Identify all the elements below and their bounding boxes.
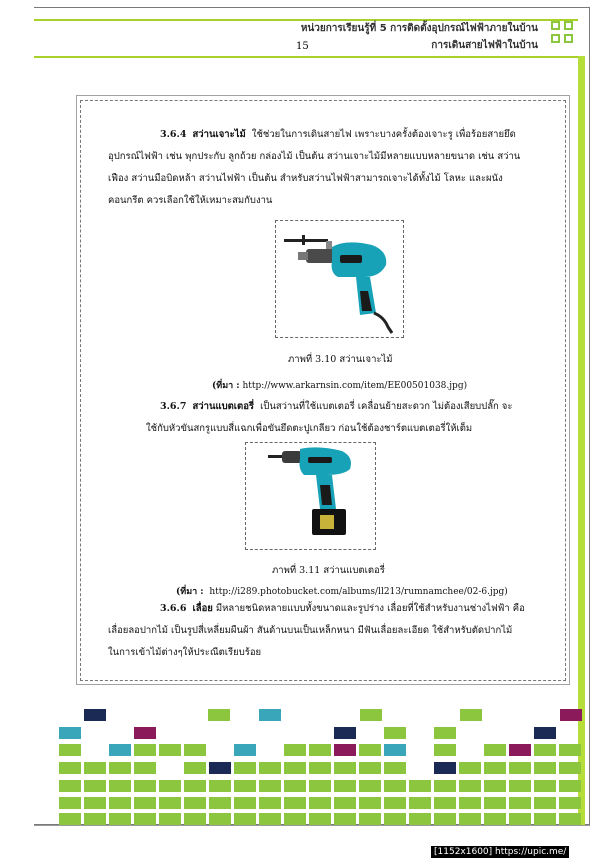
- pattern-block: [534, 797, 556, 809]
- section-3-6-4-line4: คอนกรีต ควรเลือกใช้ให้เหมาะสมกับงาน: [108, 195, 273, 206]
- figure-3-11-source-url: http://i289.photobucket.com/albums/ll213/rumnamchee/02-6.jpg): [209, 587, 508, 597]
- pattern-block: [184, 744, 206, 756]
- pattern-block: [559, 744, 581, 756]
- pattern-block: [159, 813, 181, 825]
- pattern-block: [109, 762, 131, 774]
- section-subtitle: การเดินสายไฟฟ้าในบ้าน: [431, 40, 538, 51]
- pattern-block: [259, 709, 281, 721]
- pattern-block: [434, 813, 456, 825]
- section-3-6-6-line3: ในการเข้าไม้ต่างๆให้ประณีตเรียบร้อย: [108, 647, 262, 658]
- pattern-block: [359, 780, 381, 792]
- figure-3-10-source-url: http://www.arkarnsin.com/item/EE00501038.jpg): [242, 381, 468, 391]
- pattern-block: [134, 780, 156, 792]
- pattern-block: [134, 762, 156, 774]
- pattern-block: [184, 762, 206, 774]
- pattern-block: [409, 813, 431, 825]
- pattern-block: [459, 813, 481, 825]
- section-3-6-4-line3: เฟือง สว่านมือบิดหล้า สว่านไฟฟ้า เป็นต้น สำหรับสว่านไฟฟ้าสามารถเจาะได้ทั้งไม้ โลหะ และผนัง: [108, 173, 503, 184]
- pattern-block: [259, 762, 281, 774]
- pattern-block: [259, 797, 281, 809]
- pattern-block: [309, 762, 331, 774]
- pattern-block: [360, 709, 382, 721]
- pattern-block: [359, 813, 381, 825]
- watermark: [1152x1600] https://upic.me/: [431, 846, 569, 858]
- pattern-block: [84, 709, 106, 721]
- pattern-block: [284, 744, 306, 756]
- pattern-block: [534, 727, 556, 739]
- pattern-block: [334, 780, 356, 792]
- pattern-block: [334, 797, 356, 809]
- pattern-block: [534, 762, 556, 774]
- cordless-drill-image: [246, 443, 375, 549]
- pattern-block: [559, 813, 581, 825]
- section-3-6-7-line1: 3.6.7 สว่านแบตเตอรี่ เป็นสว่านที่ใช้แบตเตอรี่ เคลื่อนย้ายสะดวก ไม่ต้องเสียบปลั๊ก จะ: [160, 401, 513, 412]
- header-bottom-rule: [34, 56, 578, 58]
- pattern-block: [409, 780, 431, 792]
- pattern-block: [409, 797, 431, 809]
- pattern-block: [484, 780, 506, 792]
- section-3-6-4-line1: 3.6.4 สว่านเจาะไม้ ใช้ช่วยในการเดินสายไฟ เพราะบางครั้งต้องเจาะรู เพื่อร้อยสายยึด: [160, 129, 516, 140]
- pattern-block: [84, 762, 106, 774]
- pattern-block: [509, 780, 531, 792]
- pattern-block: [334, 727, 356, 739]
- pattern-block: [59, 797, 81, 809]
- section-3-6-6-line2: เลื่อยลอปากไม้ เป็นรูปสี่เหลี่ยมผืนผ้า สันด้านบนเป็นเหล็กหนา มีฟันเลื่อยละเอียด ใช้สำหรับตัดปากไม้: [108, 625, 513, 636]
- pattern-block: [209, 762, 231, 774]
- pattern-block: [434, 744, 456, 756]
- pattern-block: [384, 727, 406, 739]
- grid-logo-icon: [551, 21, 577, 47]
- pattern-block: [534, 744, 556, 756]
- pattern-block: [209, 813, 231, 825]
- pattern-block: [559, 780, 581, 792]
- pattern-block: [184, 780, 206, 792]
- figure-3-11-caption: ภาพที่ 3.11 สว่านแบตเตอรี่: [272, 565, 385, 576]
- section-3-6-6: [108, 598, 564, 664]
- pattern-block: [59, 727, 81, 739]
- pattern-block: [334, 813, 356, 825]
- pattern-block: [134, 744, 156, 756]
- pattern-block: [359, 762, 381, 774]
- pattern-block: [84, 797, 106, 809]
- pattern-block: [384, 813, 406, 825]
- pattern-block: [259, 780, 281, 792]
- pattern-block: [159, 780, 181, 792]
- pattern-block: [59, 762, 81, 774]
- pattern-block: [384, 797, 406, 809]
- pattern-block: [234, 780, 256, 792]
- pattern-block: [484, 762, 506, 774]
- pattern-block: [259, 813, 281, 825]
- pattern-block: [284, 813, 306, 825]
- pattern-block: [359, 797, 381, 809]
- pattern-block: [209, 780, 231, 792]
- pattern-block: [309, 780, 331, 792]
- pattern-block: [460, 709, 482, 721]
- pattern-block: [109, 797, 131, 809]
- pattern-block: [134, 813, 156, 825]
- pattern-block: [434, 797, 456, 809]
- pattern-block: [509, 797, 531, 809]
- section-3-6-4-line2: อุปกรณ์ไฟฟ้า เช่น พุกประกับ ลูกถ้วย กล่องไม้ เป็นต้น สว่านเจาะไม้มีหลายแบบหลายขนาด เช่น สว่าน: [108, 151, 521, 162]
- pattern-block: [334, 744, 356, 756]
- pattern-block: [484, 813, 506, 825]
- pattern-block: [309, 813, 331, 825]
- pattern-block: [484, 797, 506, 809]
- pattern-block: [509, 744, 531, 756]
- pattern-block: [459, 762, 481, 774]
- pattern-block: [184, 813, 206, 825]
- pattern-block: [534, 813, 556, 825]
- pattern-block: [459, 780, 481, 792]
- pattern-block: [109, 744, 131, 756]
- pattern-block: [434, 780, 456, 792]
- pattern-block: [384, 744, 406, 756]
- corded-drill-image: [276, 221, 403, 337]
- pattern-block: [234, 744, 256, 756]
- pattern-block: [134, 797, 156, 809]
- pattern-block: [208, 709, 230, 721]
- pattern-block: [359, 744, 381, 756]
- pattern-block: [559, 797, 581, 809]
- pattern-block: [59, 780, 81, 792]
- pattern-block: [309, 744, 331, 756]
- section-3-6-6-line1: 3.6.6 เลื่อย มีหลายชนิดหลายแบบทั้งขนาดและรูปร่าง เลื่อยที่ใช้สำหรับงานช่างไฟฟ้า คือ: [160, 603, 525, 614]
- pattern-block: [284, 762, 306, 774]
- bottom-rule: [34, 825, 590, 826]
- pattern-block: [84, 780, 106, 792]
- figure-3-10-caption: ภาพที่ 3.10 สว่านเจาะไม้: [288, 354, 393, 365]
- pattern-block: [459, 797, 481, 809]
- unit-title: หน่วยการเรียนรู้ที่ 5 การติดตั้งอุปกรณ์ไฟฟ้าภายในบ้าน: [300, 23, 538, 34]
- pattern-block: [209, 797, 231, 809]
- pattern-block: [134, 727, 156, 739]
- pattern-block: [384, 780, 406, 792]
- pattern-block: [560, 709, 582, 721]
- pattern-block: [109, 780, 131, 792]
- pattern-block: [109, 813, 131, 825]
- pattern-block: [284, 780, 306, 792]
- pattern-block: [509, 762, 531, 774]
- section-3-6-4: [108, 124, 556, 212]
- pattern-block: [84, 813, 106, 825]
- pattern-block: [159, 744, 181, 756]
- pattern-block: [234, 813, 256, 825]
- pattern-block: [234, 797, 256, 809]
- pattern-block: [384, 762, 406, 774]
- pattern-block: [59, 813, 81, 825]
- pattern-block: [434, 762, 456, 774]
- section-3-6-7: [108, 396, 556, 440]
- pattern-block: [234, 762, 256, 774]
- pattern-block: [509, 813, 531, 825]
- section-3-6-7-line2: ใช้กับหัวขันสกรูแบบสี่แฉกเพื่อขันยึดตะปูเกลียว ก่อนใช้ต้องชาร์ตแบตเตอรี่ให้เต็ม: [146, 423, 473, 434]
- pattern-block: [309, 797, 331, 809]
- page-number: 15: [296, 41, 309, 52]
- figure-3-11-frame: [245, 442, 376, 550]
- pattern-block: [434, 727, 456, 739]
- figure-3-11-source: (ที่มา : http://i289.photobucket.com/albums/ll213/rumnamchee/02-6.jpg): [176, 587, 508, 597]
- pattern-block: [334, 762, 356, 774]
- pattern-block: [159, 797, 181, 809]
- figure-3-10-source: (ที่มา : http://www.arkarnsin.com/item/EE00501038.jpg): [212, 381, 468, 391]
- pattern-block: [184, 797, 206, 809]
- figure-3-10-frame: [275, 220, 404, 338]
- pattern-block: [284, 797, 306, 809]
- pattern-block: [534, 780, 556, 792]
- pattern-block: [59, 744, 81, 756]
- pattern-block: [484, 744, 506, 756]
- pattern-block: [559, 762, 581, 774]
